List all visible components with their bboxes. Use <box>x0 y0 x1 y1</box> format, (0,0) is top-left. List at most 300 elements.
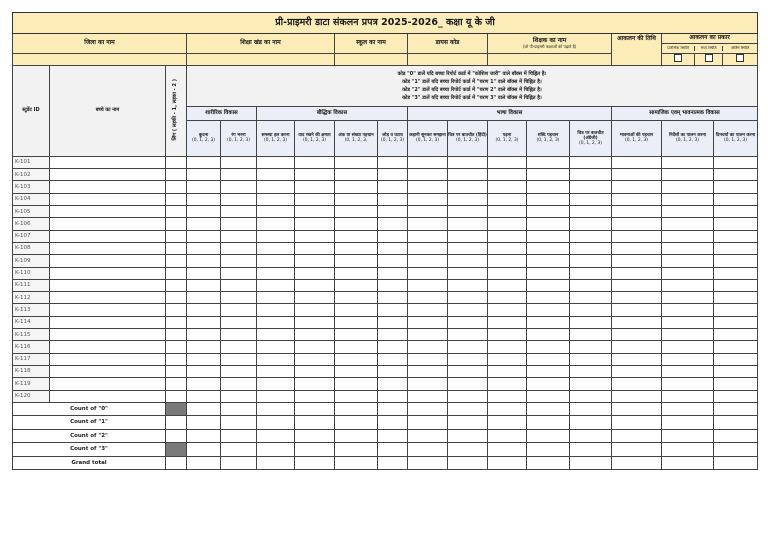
score-cell[interactable] <box>527 193 570 205</box>
score-cell[interactable] <box>570 378 612 390</box>
score-cell[interactable] <box>488 304 527 316</box>
child-name-cell[interactable] <box>50 255 166 267</box>
score-cell[interactable] <box>257 279 295 291</box>
score-cell[interactable] <box>335 316 378 328</box>
gender-cell[interactable] <box>166 304 187 316</box>
score-cell[interactable] <box>448 230 488 242</box>
score-cell[interactable] <box>295 292 335 304</box>
score-cell[interactable] <box>221 206 257 218</box>
score-cell[interactable] <box>662 316 714 328</box>
gender-cell[interactable] <box>166 316 187 328</box>
score-cell[interactable] <box>221 329 257 341</box>
gender-cell[interactable] <box>166 193 187 205</box>
score-cell[interactable] <box>408 329 448 341</box>
score-cell[interactable] <box>187 365 221 377</box>
score-cell[interactable] <box>187 279 221 291</box>
score-cell[interactable] <box>408 230 448 242</box>
score-cell[interactable] <box>488 181 527 193</box>
score-cell[interactable] <box>570 230 612 242</box>
score-cell[interactable] <box>187 193 221 205</box>
score-cell[interactable] <box>257 255 295 267</box>
score-cell[interactable] <box>570 181 612 193</box>
score-cell[interactable] <box>257 292 295 304</box>
score-cell[interactable] <box>378 304 408 316</box>
score-cell[interactable] <box>488 267 527 279</box>
child-name-cell[interactable] <box>50 316 166 328</box>
gender-cell[interactable] <box>166 230 187 242</box>
score-cell[interactable] <box>448 206 488 218</box>
score-cell[interactable] <box>221 156 257 168</box>
score-cell[interactable] <box>295 353 335 365</box>
score-cell[interactable] <box>612 156 662 168</box>
score-cell[interactable] <box>612 169 662 181</box>
score-cell[interactable] <box>221 169 257 181</box>
score-cell[interactable] <box>448 242 488 254</box>
score-cell[interactable] <box>257 206 295 218</box>
score-cell[interactable] <box>714 353 758 365</box>
score-cell[interactable] <box>378 255 408 267</box>
score-cell[interactable] <box>662 279 714 291</box>
score-cell[interactable] <box>612 353 662 365</box>
child-name-cell[interactable] <box>50 218 166 230</box>
score-cell[interactable] <box>527 181 570 193</box>
score-cell[interactable] <box>378 353 408 365</box>
score-cell[interactable] <box>378 329 408 341</box>
score-cell[interactable] <box>488 365 527 377</box>
score-cell[interactable] <box>662 193 714 205</box>
score-cell[interactable] <box>488 193 527 205</box>
score-cell[interactable] <box>448 279 488 291</box>
score-cell[interactable] <box>295 341 335 353</box>
score-cell[interactable] <box>187 304 221 316</box>
score-cell[interactable] <box>257 353 295 365</box>
score-cell[interactable] <box>187 353 221 365</box>
score-cell[interactable] <box>488 353 527 365</box>
score-cell[interactable] <box>714 316 758 328</box>
score-cell[interactable] <box>612 316 662 328</box>
score-cell[interactable] <box>612 304 662 316</box>
score-cell[interactable] <box>714 255 758 267</box>
score-cell[interactable] <box>221 181 257 193</box>
score-cell[interactable] <box>187 206 221 218</box>
child-name-cell[interactable] <box>50 279 166 291</box>
score-cell[interactable] <box>714 390 758 402</box>
child-name-cell[interactable] <box>50 156 166 168</box>
score-cell[interactable] <box>448 292 488 304</box>
score-cell[interactable] <box>662 156 714 168</box>
score-cell[interactable] <box>221 304 257 316</box>
score-cell[interactable] <box>378 341 408 353</box>
score-cell[interactable] <box>662 365 714 377</box>
score-cell[interactable] <box>378 365 408 377</box>
score-cell[interactable] <box>612 218 662 230</box>
gender-cell[interactable] <box>166 267 187 279</box>
gender-cell[interactable] <box>166 242 187 254</box>
score-cell[interactable] <box>488 169 527 181</box>
score-cell[interactable] <box>335 329 378 341</box>
score-cell[interactable] <box>408 181 448 193</box>
score-cell[interactable] <box>187 156 221 168</box>
score-cell[interactable] <box>335 156 378 168</box>
score-cell[interactable] <box>714 181 758 193</box>
score-cell[interactable] <box>570 353 612 365</box>
child-name-cell[interactable] <box>50 230 166 242</box>
score-cell[interactable] <box>612 365 662 377</box>
score-cell[interactable] <box>335 353 378 365</box>
score-cell[interactable] <box>408 292 448 304</box>
score-cell[interactable] <box>527 267 570 279</box>
score-cell[interactable] <box>448 365 488 377</box>
score-cell[interactable] <box>662 341 714 353</box>
score-cell[interactable] <box>335 279 378 291</box>
score-cell[interactable] <box>221 279 257 291</box>
score-cell[interactable] <box>448 390 488 402</box>
score-cell[interactable] <box>488 316 527 328</box>
score-cell[interactable] <box>570 341 612 353</box>
score-cell[interactable] <box>570 169 612 181</box>
score-cell[interactable] <box>612 267 662 279</box>
score-cell[interactable] <box>448 316 488 328</box>
score-cell[interactable] <box>221 353 257 365</box>
score-cell[interactable] <box>408 341 448 353</box>
score-cell[interactable] <box>295 156 335 168</box>
score-cell[interactable] <box>612 329 662 341</box>
score-cell[interactable] <box>612 193 662 205</box>
score-cell[interactable] <box>527 169 570 181</box>
score-cell[interactable] <box>221 230 257 242</box>
score-cell[interactable] <box>187 341 221 353</box>
score-cell[interactable] <box>408 316 448 328</box>
score-cell[interactable] <box>448 255 488 267</box>
score-cell[interactable] <box>187 169 221 181</box>
score-cell[interactable] <box>662 329 714 341</box>
score-cell[interactable] <box>187 218 221 230</box>
score-cell[interactable] <box>221 255 257 267</box>
score-cell[interactable] <box>378 206 408 218</box>
score-cell[interactable] <box>662 267 714 279</box>
score-cell[interactable] <box>187 378 221 390</box>
score-cell[interactable] <box>448 181 488 193</box>
score-cell[interactable] <box>257 230 295 242</box>
score-cell[interactable] <box>295 181 335 193</box>
score-cell[interactable] <box>187 242 221 254</box>
score-cell[interactable] <box>408 390 448 402</box>
score-cell[interactable] <box>714 341 758 353</box>
score-cell[interactable] <box>257 242 295 254</box>
score-cell[interactable] <box>378 279 408 291</box>
score-cell[interactable] <box>335 242 378 254</box>
score-cell[interactable] <box>570 329 612 341</box>
child-name-cell[interactable] <box>50 329 166 341</box>
score-cell[interactable] <box>448 169 488 181</box>
score-cell[interactable] <box>612 341 662 353</box>
score-cell[interactable] <box>527 230 570 242</box>
score-cell[interactable] <box>527 353 570 365</box>
score-cell[interactable] <box>488 206 527 218</box>
score-cell[interactable] <box>714 156 758 168</box>
score-cell[interactable] <box>257 267 295 279</box>
score-cell[interactable] <box>662 181 714 193</box>
score-cell[interactable] <box>714 378 758 390</box>
score-cell[interactable] <box>612 292 662 304</box>
score-cell[interactable] <box>257 390 295 402</box>
score-cell[interactable] <box>378 316 408 328</box>
score-cell[interactable] <box>570 242 612 254</box>
score-cell[interactable] <box>448 341 488 353</box>
score-cell[interactable] <box>257 304 295 316</box>
gender-cell[interactable] <box>166 255 187 267</box>
score-cell[interactable] <box>714 218 758 230</box>
score-cell[interactable] <box>714 292 758 304</box>
score-cell[interactable] <box>295 255 335 267</box>
score-cell[interactable] <box>187 181 221 193</box>
gender-cell[interactable] <box>166 378 187 390</box>
score-cell[interactable] <box>221 341 257 353</box>
score-cell[interactable] <box>378 156 408 168</box>
score-cell[interactable] <box>257 218 295 230</box>
score-cell[interactable] <box>335 230 378 242</box>
child-name-cell[interactable] <box>50 206 166 218</box>
score-cell[interactable] <box>257 169 295 181</box>
score-cell[interactable] <box>295 279 335 291</box>
score-cell[interactable] <box>448 193 488 205</box>
score-cell[interactable] <box>612 279 662 291</box>
score-cell[interactable] <box>527 255 570 267</box>
score-cell[interactable] <box>612 255 662 267</box>
score-cell[interactable] <box>187 267 221 279</box>
score-cell[interactable] <box>408 193 448 205</box>
score-cell[interactable] <box>295 304 335 316</box>
score-cell[interactable] <box>187 316 221 328</box>
gender-cell[interactable] <box>166 365 187 377</box>
score-cell[interactable] <box>612 230 662 242</box>
score-cell[interactable] <box>221 267 257 279</box>
score-cell[interactable] <box>488 230 527 242</box>
gender-cell[interactable] <box>166 181 187 193</box>
score-cell[interactable] <box>408 242 448 254</box>
score-cell[interactable] <box>295 390 335 402</box>
score-cell[interactable] <box>527 304 570 316</box>
score-cell[interactable] <box>295 365 335 377</box>
score-cell[interactable] <box>662 206 714 218</box>
score-cell[interactable] <box>378 193 408 205</box>
score-cell[interactable] <box>527 242 570 254</box>
score-cell[interactable] <box>570 316 612 328</box>
score-cell[interactable] <box>335 255 378 267</box>
child-name-cell[interactable] <box>50 267 166 279</box>
score-cell[interactable] <box>257 365 295 377</box>
score-cell[interactable] <box>257 378 295 390</box>
score-cell[interactable] <box>408 218 448 230</box>
score-cell[interactable] <box>570 156 612 168</box>
score-cell[interactable] <box>570 365 612 377</box>
score-cell[interactable] <box>378 169 408 181</box>
score-cell[interactable] <box>448 218 488 230</box>
score-cell[interactable] <box>408 353 448 365</box>
score-cell[interactable] <box>714 169 758 181</box>
score-cell[interactable] <box>378 267 408 279</box>
score-cell[interactable] <box>257 341 295 353</box>
score-cell[interactable] <box>335 169 378 181</box>
score-cell[interactable] <box>295 316 335 328</box>
score-cell[interactable] <box>662 378 714 390</box>
score-cell[interactable] <box>378 242 408 254</box>
score-cell[interactable] <box>570 255 612 267</box>
score-cell[interactable] <box>488 218 527 230</box>
score-cell[interactable] <box>714 304 758 316</box>
score-cell[interactable] <box>408 304 448 316</box>
score-cell[interactable] <box>408 378 448 390</box>
score-cell[interactable] <box>527 329 570 341</box>
checkbox-middle[interactable] <box>705 54 713 62</box>
score-cell[interactable] <box>488 390 527 402</box>
score-cell[interactable] <box>662 353 714 365</box>
child-name-cell[interactable] <box>50 181 166 193</box>
child-name-cell[interactable] <box>50 341 166 353</box>
gender-cell[interactable] <box>166 390 187 402</box>
score-cell[interactable] <box>378 181 408 193</box>
score-cell[interactable] <box>448 353 488 365</box>
score-cell[interactable] <box>612 378 662 390</box>
score-cell[interactable] <box>714 230 758 242</box>
score-cell[interactable] <box>257 329 295 341</box>
score-cell[interactable] <box>408 279 448 291</box>
score-cell[interactable] <box>570 218 612 230</box>
score-cell[interactable] <box>221 292 257 304</box>
child-name-cell[interactable] <box>50 365 166 377</box>
gender-cell[interactable] <box>166 279 187 291</box>
score-cell[interactable] <box>448 267 488 279</box>
score-cell[interactable] <box>662 304 714 316</box>
child-name-cell[interactable] <box>50 353 166 365</box>
score-cell[interactable] <box>662 218 714 230</box>
score-cell[interactable] <box>570 390 612 402</box>
score-cell[interactable] <box>527 390 570 402</box>
score-cell[interactable] <box>187 329 221 341</box>
score-cell[interactable] <box>378 218 408 230</box>
score-cell[interactable] <box>527 156 570 168</box>
score-cell[interactable] <box>488 242 527 254</box>
child-name-cell[interactable] <box>50 242 166 254</box>
score-cell[interactable] <box>187 230 221 242</box>
score-cell[interactable] <box>335 292 378 304</box>
score-cell[interactable] <box>221 378 257 390</box>
score-cell[interactable] <box>527 365 570 377</box>
score-cell[interactable] <box>612 390 662 402</box>
score-cell[interactable] <box>448 156 488 168</box>
score-cell[interactable] <box>570 267 612 279</box>
score-cell[interactable] <box>408 365 448 377</box>
score-cell[interactable] <box>335 341 378 353</box>
score-cell[interactable] <box>570 279 612 291</box>
score-cell[interactable] <box>714 279 758 291</box>
child-name-cell[interactable] <box>50 304 166 316</box>
score-cell[interactable] <box>187 292 221 304</box>
score-cell[interactable] <box>488 329 527 341</box>
score-cell[interactable] <box>335 218 378 230</box>
score-cell[interactable] <box>335 378 378 390</box>
gender-cell[interactable] <box>166 329 187 341</box>
score-cell[interactable] <box>408 255 448 267</box>
score-cell[interactable] <box>378 292 408 304</box>
score-cell[interactable] <box>527 292 570 304</box>
score-cell[interactable] <box>257 316 295 328</box>
score-cell[interactable] <box>570 193 612 205</box>
score-cell[interactable] <box>335 181 378 193</box>
score-cell[interactable] <box>662 390 714 402</box>
score-cell[interactable] <box>221 242 257 254</box>
score-cell[interactable] <box>335 206 378 218</box>
score-cell[interactable] <box>714 193 758 205</box>
score-cell[interactable] <box>612 242 662 254</box>
score-cell[interactable] <box>448 378 488 390</box>
score-cell[interactable] <box>714 329 758 341</box>
score-cell[interactable] <box>295 218 335 230</box>
score-cell[interactable] <box>257 181 295 193</box>
score-cell[interactable] <box>378 230 408 242</box>
gender-cell[interactable] <box>166 353 187 365</box>
score-cell[interactable] <box>714 242 758 254</box>
score-cell[interactable] <box>488 279 527 291</box>
score-cell[interactable] <box>570 292 612 304</box>
score-cell[interactable] <box>488 156 527 168</box>
gender-cell[interactable] <box>166 206 187 218</box>
score-cell[interactable] <box>295 329 335 341</box>
score-cell[interactable] <box>378 390 408 402</box>
score-cell[interactable] <box>335 304 378 316</box>
score-cell[interactable] <box>488 292 527 304</box>
score-cell[interactable] <box>295 169 335 181</box>
score-cell[interactable] <box>662 230 714 242</box>
child-name-cell[interactable] <box>50 169 166 181</box>
score-cell[interactable] <box>714 206 758 218</box>
child-name-cell[interactable] <box>50 193 166 205</box>
score-cell[interactable] <box>295 193 335 205</box>
score-cell[interactable] <box>488 378 527 390</box>
score-cell[interactable] <box>527 218 570 230</box>
gender-cell[interactable] <box>166 341 187 353</box>
score-cell[interactable] <box>570 206 612 218</box>
gender-cell[interactable] <box>166 218 187 230</box>
child-name-cell[interactable] <box>50 390 166 402</box>
score-cell[interactable] <box>408 156 448 168</box>
score-cell[interactable] <box>570 304 612 316</box>
gender-cell[interactable] <box>166 169 187 181</box>
score-cell[interactable] <box>612 206 662 218</box>
score-cell[interactable] <box>378 378 408 390</box>
score-cell[interactable] <box>221 316 257 328</box>
score-cell[interactable] <box>527 378 570 390</box>
checkbox-initial[interactable] <box>674 54 682 62</box>
score-cell[interactable] <box>662 255 714 267</box>
score-cell[interactable] <box>408 169 448 181</box>
score-cell[interactable] <box>448 304 488 316</box>
score-cell[interactable] <box>295 230 335 242</box>
score-cell[interactable] <box>527 316 570 328</box>
child-name-cell[interactable] <box>50 378 166 390</box>
score-cell[interactable] <box>714 365 758 377</box>
score-cell[interactable] <box>335 193 378 205</box>
score-cell[interactable] <box>335 267 378 279</box>
score-cell[interactable] <box>527 341 570 353</box>
score-cell[interactable] <box>714 267 758 279</box>
score-cell[interactable] <box>295 267 335 279</box>
score-cell[interactable] <box>408 206 448 218</box>
score-cell[interactable] <box>662 292 714 304</box>
score-cell[interactable] <box>335 390 378 402</box>
score-cell[interactable] <box>408 267 448 279</box>
score-cell[interactable] <box>295 378 335 390</box>
